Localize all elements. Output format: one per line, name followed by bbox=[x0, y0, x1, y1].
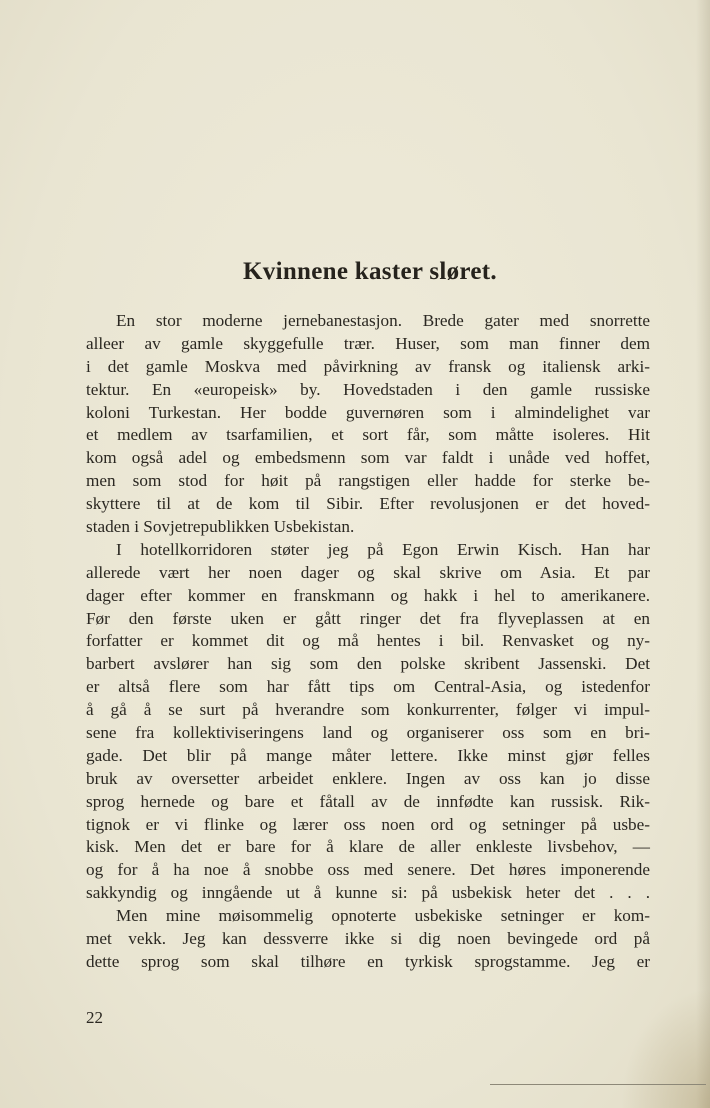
page-edge-shadow bbox=[696, 0, 710, 1108]
bottom-edge-mark bbox=[490, 1084, 706, 1085]
text-line: sene fra kollektiviseringens land og organiserer oss som en bri- bbox=[86, 723, 650, 743]
chapter-title: Kvinnene kaster sløret. bbox=[243, 258, 497, 285]
text-line: sakkyndig og inngående ut å kunne si: på usbekisk heter det . . . bbox=[86, 883, 650, 903]
text-line: men som stod for høit på rangstigen eller hadde for sterke be- bbox=[86, 471, 650, 491]
body-text bbox=[86, 310, 650, 974]
text-line: skyttere til at de kom til Sibir. Efter revolusjonen er det hoved- bbox=[86, 494, 650, 514]
page-number: 22 bbox=[86, 1008, 103, 1027]
text-line: koloni Turkestan. Her bodde guvernøren som i almindelighet var bbox=[86, 402, 650, 422]
text-line: tektur. En «europeisk» by. Hovedstaden i den gamle russiske bbox=[86, 379, 650, 399]
text-line: tignok er vi flinke og lærer oss noen ord og setninger på usbe- bbox=[86, 814, 650, 834]
text-line: I hotellkorridoren støter jeg på Egon Erwin Kisch. Han har bbox=[116, 539, 650, 559]
text-line: og for å ha noe å snobbe oss med senere. Det høres imponerende bbox=[86, 860, 650, 880]
text-line: staden i Sovjetrepublikken Usbekistan. bbox=[86, 517, 355, 537]
text-line: gade. Det blir på mange måter lettere. Ikke minst gjør felles bbox=[86, 745, 650, 765]
text-line: Før den første uken er gått ringer det fra flyveplassen at en bbox=[86, 608, 650, 628]
text-line: alleer av gamle skyggefulle trær. Huser, som man finner dem bbox=[86, 333, 650, 353]
text-line: er altså flere som har fått tips om Central-Asia, og istedenfor bbox=[86, 677, 650, 697]
text-line: kom også adel og embedsmenn som var faldt i unåde ved hoffet, bbox=[86, 448, 650, 468]
text-line: barbert avslører han sig som den polske skribent Jassenski. Det bbox=[86, 654, 650, 674]
text-line: å gå å se surt på hverandre som konkurrenter, følger vi impul- bbox=[86, 700, 650, 720]
text-line: dette sprog som skal tilhøre en tyrkisk sprogstamme. Jeg er bbox=[86, 951, 650, 971]
corner-stain bbox=[620, 988, 710, 1108]
text-line: i det gamle Moskva med påvirkning av fransk og italiensk arki- bbox=[86, 356, 650, 376]
text-line: dager efter kommer en franskmann og hakk i hel to amerikanere. bbox=[86, 585, 650, 605]
text-line: allerede vært her noen dager og skal skrive om Asia. Et par bbox=[86, 562, 650, 582]
text-line: et medlem av tsarfamilien, et sort får, som måtte isoleres. Hit bbox=[86, 425, 650, 445]
text-line: kisk. Men det er bare for å klare de aller enkleste livsbehov, — bbox=[86, 837, 650, 857]
text-line: forfatter er kommet dit og må hentes i bil. Renvasket og ny- bbox=[86, 631, 650, 651]
text-line: met vekk. Jeg kan dessverre ikke si dig noen bevingede ord på bbox=[86, 929, 650, 949]
text-line: bruk av oversetter arbeidet enklere. Ingen av oss kan jo disse bbox=[86, 768, 650, 788]
text-line: Men mine møisommelig opnoterte usbekiske setninger er kom- bbox=[116, 906, 650, 926]
text-line: En stor moderne jernebanestasjon. Brede gater med snorrette bbox=[116, 311, 650, 330]
text-line: sprog hernede og bare et fåtall av de innfødte kan russisk. Rik- bbox=[86, 791, 650, 811]
